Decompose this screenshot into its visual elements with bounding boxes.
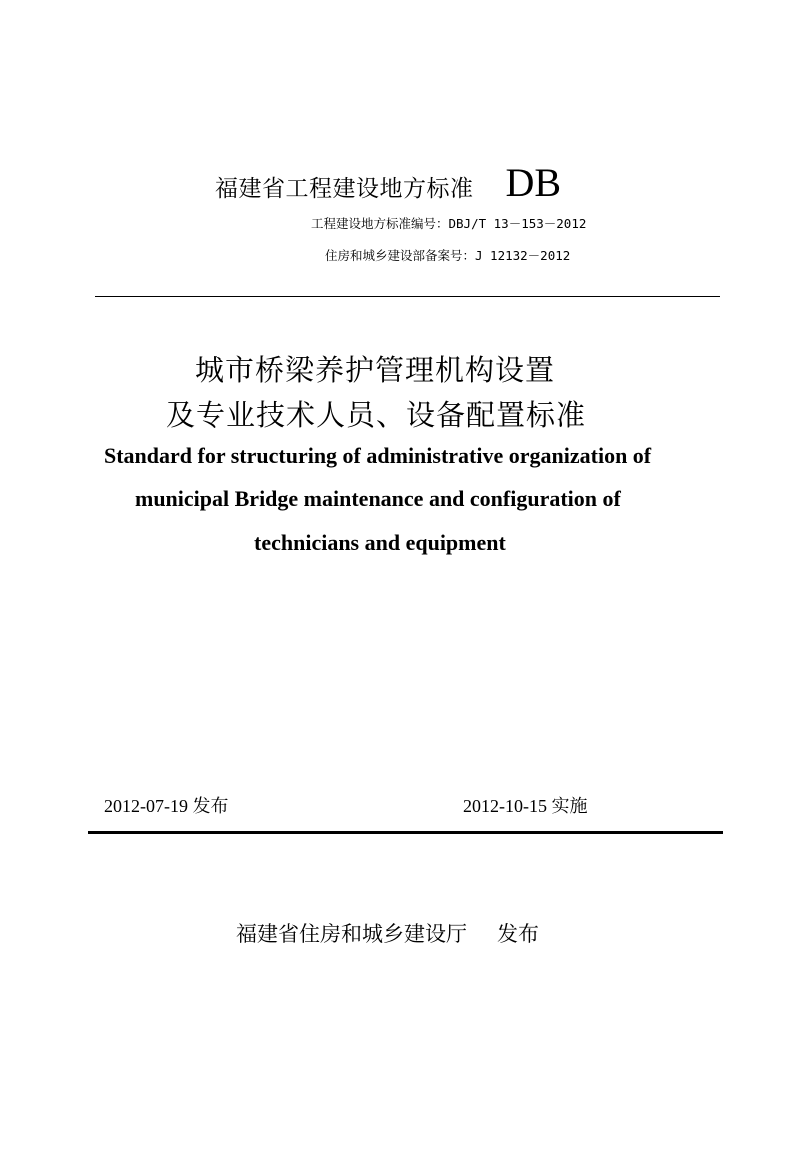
issuer-action: 发布 — [497, 922, 539, 946]
issuer — [236, 918, 539, 948]
english-title-line-1: Standard for structuring of administrative organization of — [104, 443, 652, 468]
chinese-title-line-1: 城市桥梁养护管理机构设置 — [195, 353, 556, 387]
standard-category-title: 福建省工程建设地方标准 — [215, 176, 474, 202]
issue-date: 2012-07-19 发布 — [104, 796, 229, 816]
issuer-name: 福建省住房和城乡建设厅 — [236, 922, 467, 946]
record-number: 住房和城乡建设部备案号：J 12132－2012 — [325, 248, 571, 263]
effective-date: 2012-10-15 实施 — [463, 796, 588, 816]
standard-header — [215, 160, 562, 205]
bottom-divider — [88, 831, 723, 834]
standard-number: 工程建设地方标准编号：DBJ/T 13－153－2012 — [311, 216, 587, 231]
db-mark: DB — [505, 160, 562, 205]
top-divider — [95, 296, 720, 297]
chinese-title-line-2: 及专业技术人员、设备配置标准 — [166, 398, 587, 432]
english-title-line-2: municipal Bridge maintenance and configuration of — [135, 486, 621, 511]
english-title-line-3: technicians and equipment — [254, 530, 506, 555]
